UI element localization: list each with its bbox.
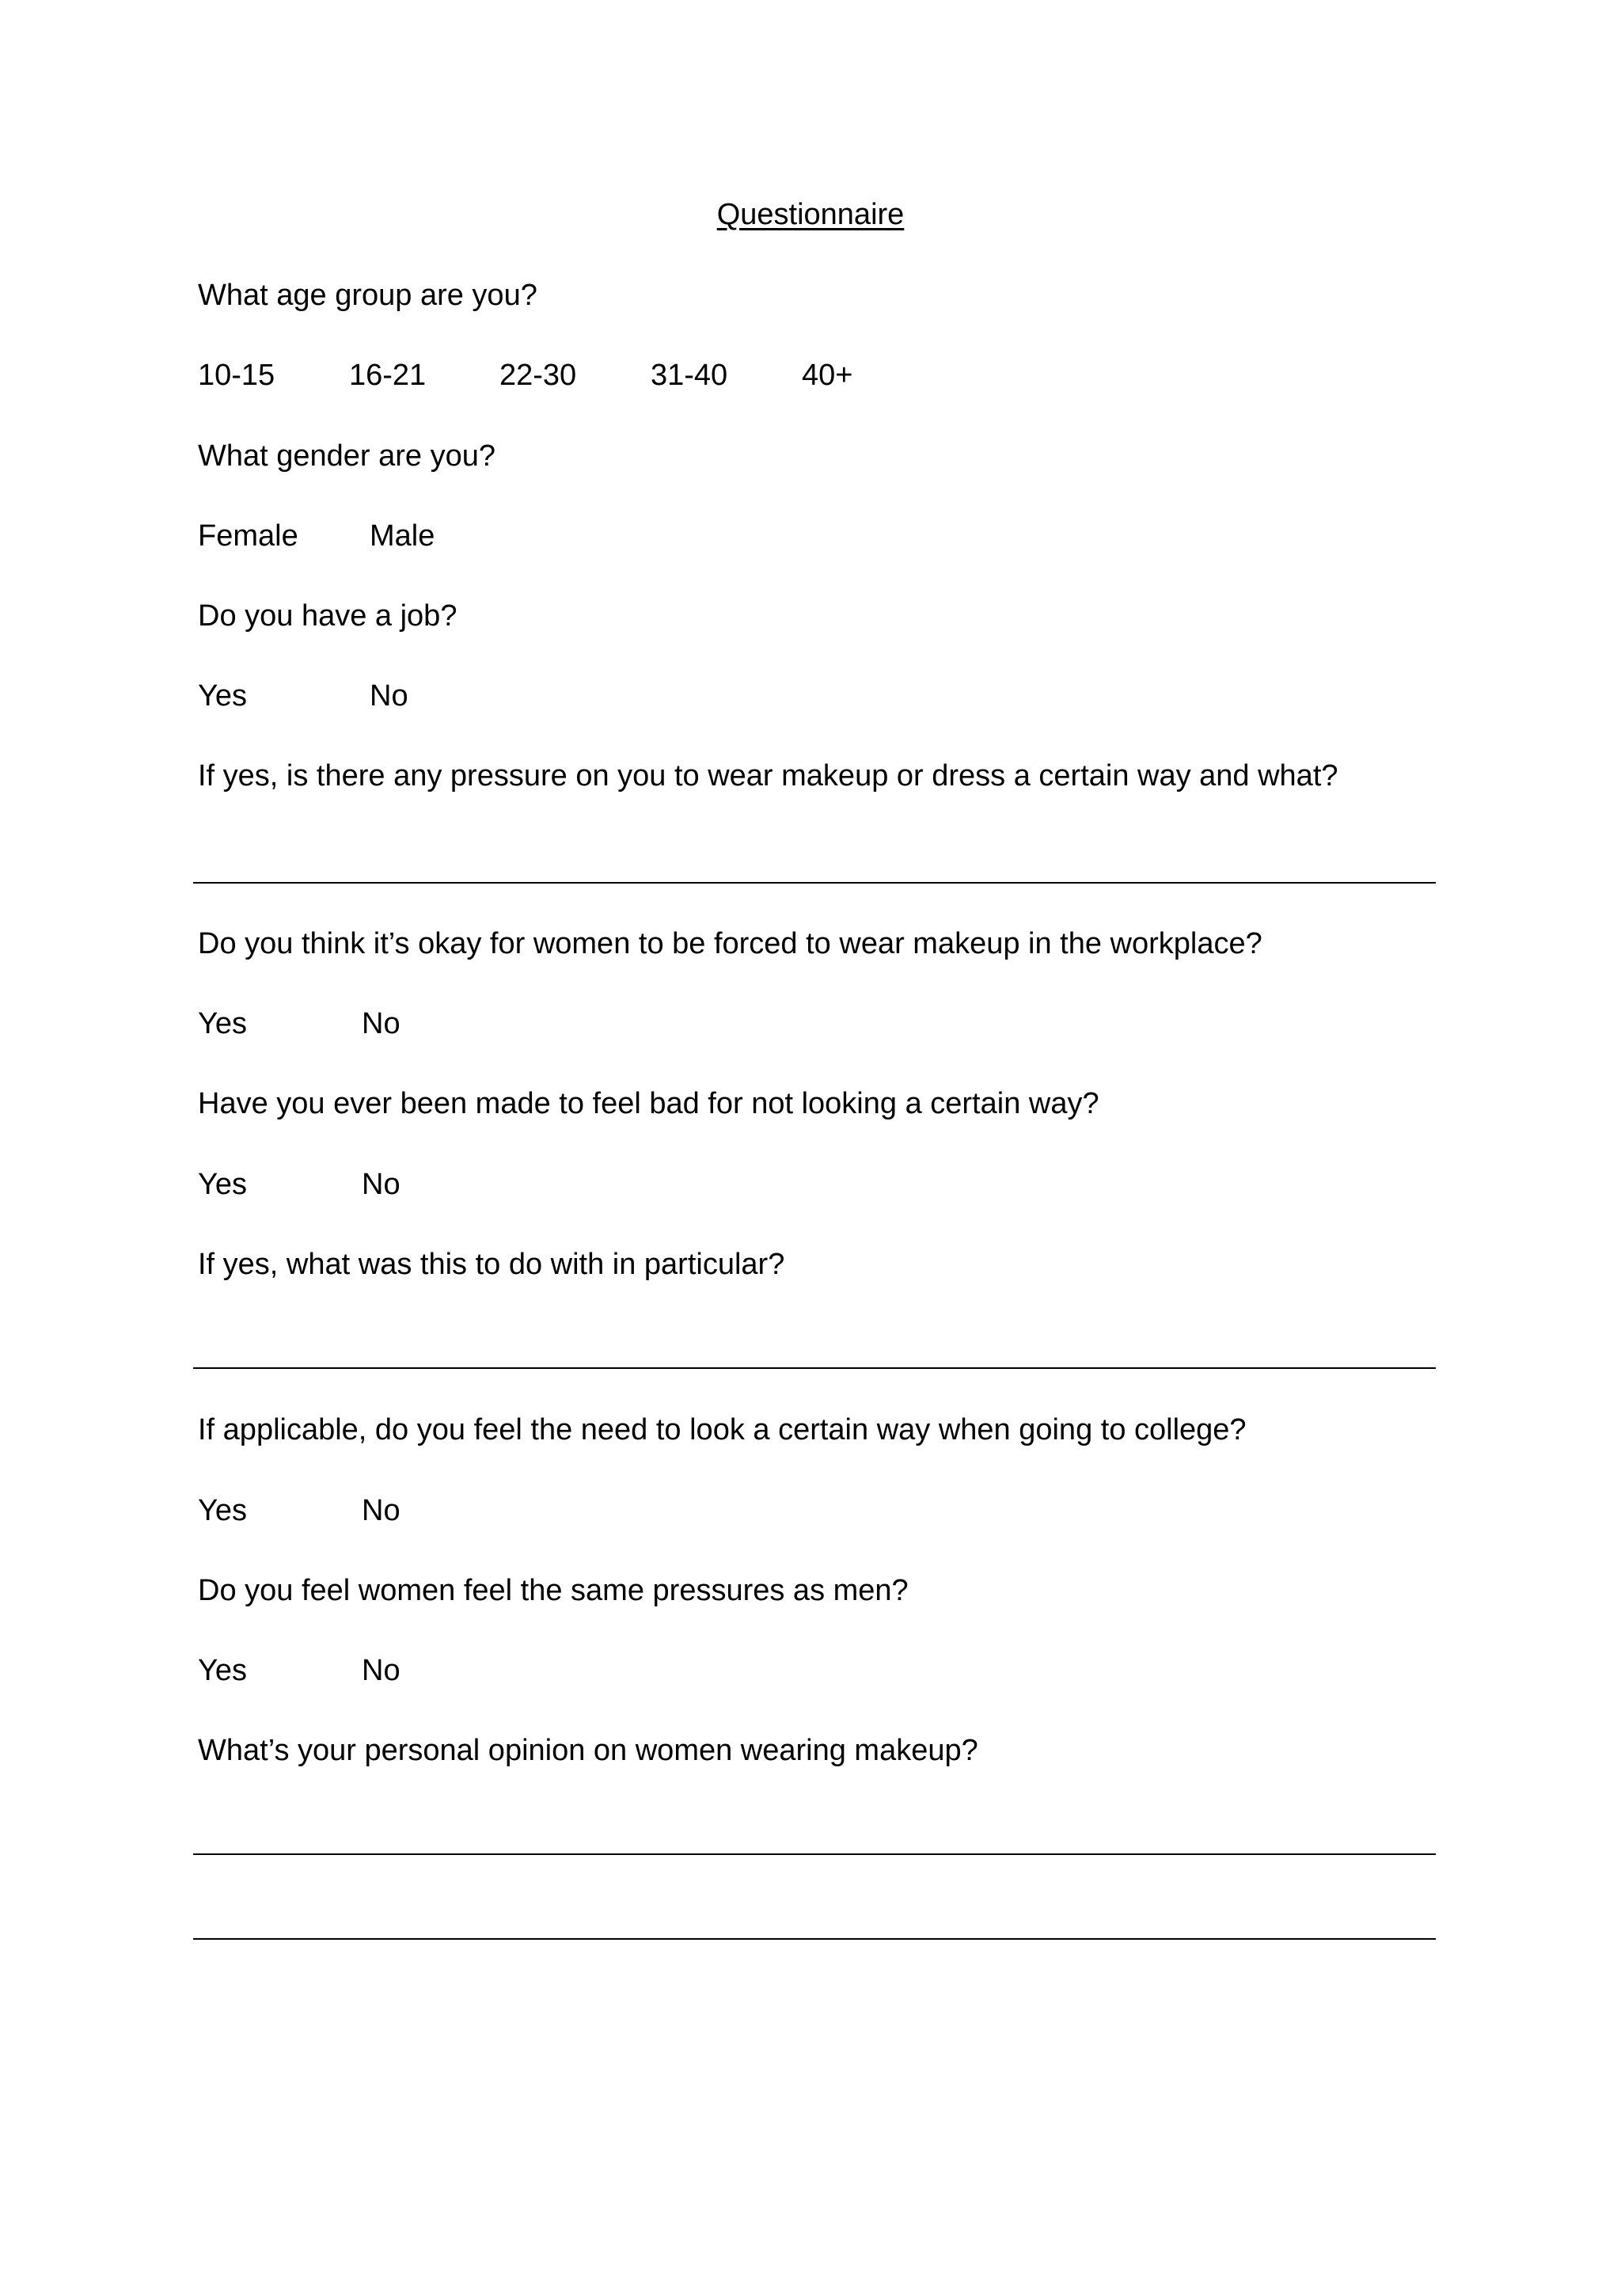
option-age-40-plus[interactable]: 40+ — [802, 359, 853, 392]
question-age: What age group are you? — [198, 279, 537, 312]
option-college-yes[interactable]: Yes — [198, 1494, 247, 1527]
option-college-no[interactable]: No — [362, 1494, 401, 1527]
option-feel-bad-yes[interactable]: Yes — [198, 1168, 247, 1201]
answer-line-feel-bad-detail[interactable] — [193, 1367, 1436, 1369]
answer-line-opinion-1[interactable] — [193, 1853, 1436, 1855]
question-college: If applicable, do you feel the need to look a certain way when going to college? — [198, 1413, 1247, 1446]
option-job-yes[interactable]: Yes — [198, 679, 247, 713]
option-gender-female[interactable]: Female — [198, 519, 298, 553]
question-feel-bad-detail: If yes, what was this to do with in particular? — [198, 1248, 785, 1281]
option-gender-male[interactable]: Male — [370, 519, 435, 553]
question-feel-bad: Have you ever been made to feel bad for not looking a certain way? — [198, 1087, 1099, 1120]
question-gender: What gender are you? — [198, 439, 496, 473]
answer-line-opinion-2[interactable] — [193, 1938, 1436, 1940]
question-forced-makeup: Do you think it’s okay for women to be forced to wear makeup in the workplace? — [198, 927, 1262, 960]
option-age-31-40[interactable]: 31-40 — [651, 359, 728, 392]
option-job-no[interactable]: No — [370, 679, 408, 713]
option-age-16-21[interactable]: 16-21 — [349, 359, 427, 392]
option-forced-makeup-yes[interactable]: Yes — [198, 1007, 247, 1040]
option-age-22-30[interactable]: 22-30 — [499, 359, 577, 392]
answer-line-job-pressure[interactable] — [193, 882, 1436, 884]
option-feel-bad-no[interactable]: No — [362, 1168, 401, 1201]
question-job-pressure: If yes, is there any pressure on you to wear makeup or dress a certain way and what? — [198, 759, 1338, 793]
option-forced-makeup-no[interactable]: No — [362, 1007, 401, 1040]
option-same-pressures-no[interactable]: No — [362, 1654, 401, 1687]
option-same-pressures-yes[interactable]: Yes — [198, 1654, 247, 1687]
option-age-10-15[interactable]: 10-15 — [198, 359, 275, 392]
question-same-pressures: Do you feel women feel the same pressures as men? — [198, 1574, 909, 1607]
page-title: Questionnaire — [716, 198, 905, 231]
question-opinion: What’s your personal opinion on women wearing makeup? — [198, 1734, 978, 1767]
question-job: Do you have a job? — [198, 599, 457, 633]
